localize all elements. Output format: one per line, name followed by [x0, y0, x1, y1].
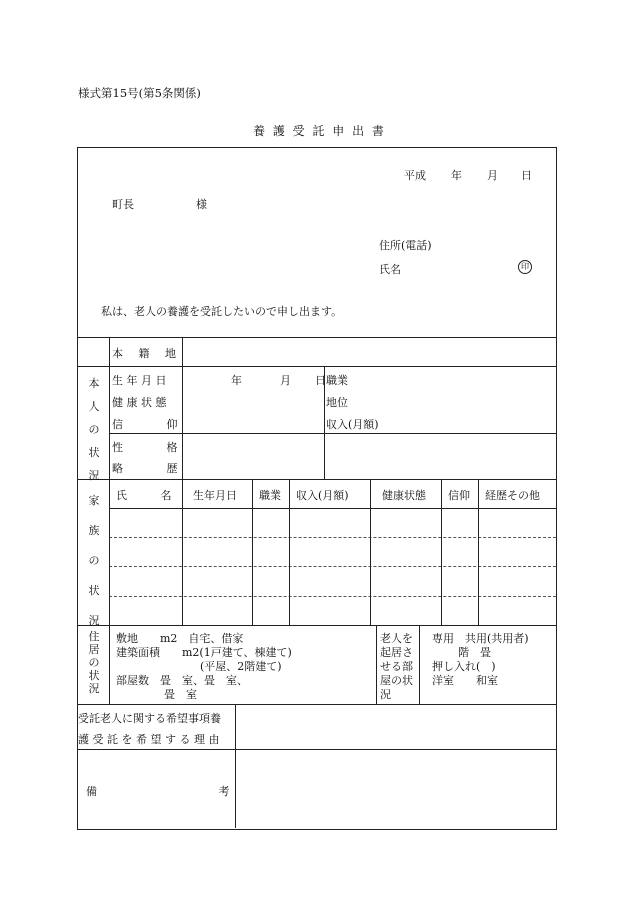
- label-birth: 生 年 月 日: [112, 374, 167, 387]
- family-col-history: 経歴その他: [485, 489, 540, 502]
- elder-room-1: 専用 共用(共用者): [432, 632, 529, 645]
- birth-month: 月: [280, 374, 291, 387]
- elder-room-label-5: 況: [380, 688, 391, 701]
- housing-line4: 部屋数 畳 室、畳 室、: [116, 674, 248, 687]
- date-era: 平成: [404, 169, 426, 182]
- addressee-honorific: 様: [196, 198, 207, 211]
- birth-day: 日: [315, 374, 326, 387]
- family-col-occupation: 職業: [259, 489, 281, 502]
- label-occupation: 職業: [326, 374, 348, 387]
- elder-room-label-3: せる部: [380, 660, 413, 673]
- form-number: 様式第15号(第5条関係): [78, 86, 201, 100]
- elder-room-4: 洋室 和室: [432, 674, 498, 687]
- applicant-section-label: 本人の状況: [88, 377, 100, 482]
- label-income: 収入(月額): [326, 418, 379, 431]
- form-title: 養 護 受 託 申 出 書: [253, 124, 386, 138]
- remarks-label: 備 考: [86, 785, 230, 798]
- family-section-label: 家族の状況: [88, 494, 100, 627]
- wishes-line2: 護 受 託 を 希 望 す る 理 由: [78, 733, 220, 746]
- label-health: 健 康 状 態: [112, 396, 167, 409]
- date-month: 月: [487, 169, 498, 182]
- elder-room-label-2: 起居さ: [380, 646, 413, 659]
- label-honseki: 本 籍 地: [112, 347, 176, 360]
- housing-line1: 敷地 m2 自宅、借家: [116, 632, 244, 645]
- elder-room-3: 押し入れ( ): [432, 660, 496, 673]
- label-position: 地位: [326, 396, 348, 409]
- seal-mark: 印: [518, 260, 532, 274]
- family-col-health: 健康状態: [382, 489, 426, 502]
- name-label: 氏名: [379, 263, 401, 276]
- label-religion: 信 仰: [112, 418, 178, 431]
- date-year: 年: [451, 169, 462, 182]
- wishes-line1: 受託老人に関する希望事項養: [78, 712, 221, 725]
- address-label: 住所(電話): [379, 239, 432, 252]
- elder-room-label-4: 屋の状: [380, 674, 413, 687]
- family-col-income: 収入(月額): [296, 489, 349, 502]
- family-col-name: 氏 名: [116, 489, 172, 502]
- elder-room-label-1: 老人を: [380, 632, 413, 645]
- elder-room-2: 階 畳: [458, 646, 491, 659]
- label-personality: 性 格: [112, 441, 178, 454]
- housing-section-label: 住居の状況: [88, 630, 100, 695]
- housing-line3: (平屋、2階建て): [200, 660, 282, 673]
- housing-line2: 建築面積 m2(1戸建て、棟建て): [116, 646, 292, 659]
- addressee-mayor: 町長: [112, 198, 134, 211]
- family-col-religion: 信仰: [448, 489, 470, 502]
- housing-line5: 畳 室: [164, 688, 197, 701]
- declaration-text: 私は、老人の養護を受託したいので申し出ます。: [101, 305, 343, 318]
- family-col-birth: 生年月日: [193, 489, 237, 502]
- label-history: 略 歴: [112, 462, 178, 475]
- date-day: 日: [521, 169, 532, 182]
- birth-year: 年: [231, 374, 242, 387]
